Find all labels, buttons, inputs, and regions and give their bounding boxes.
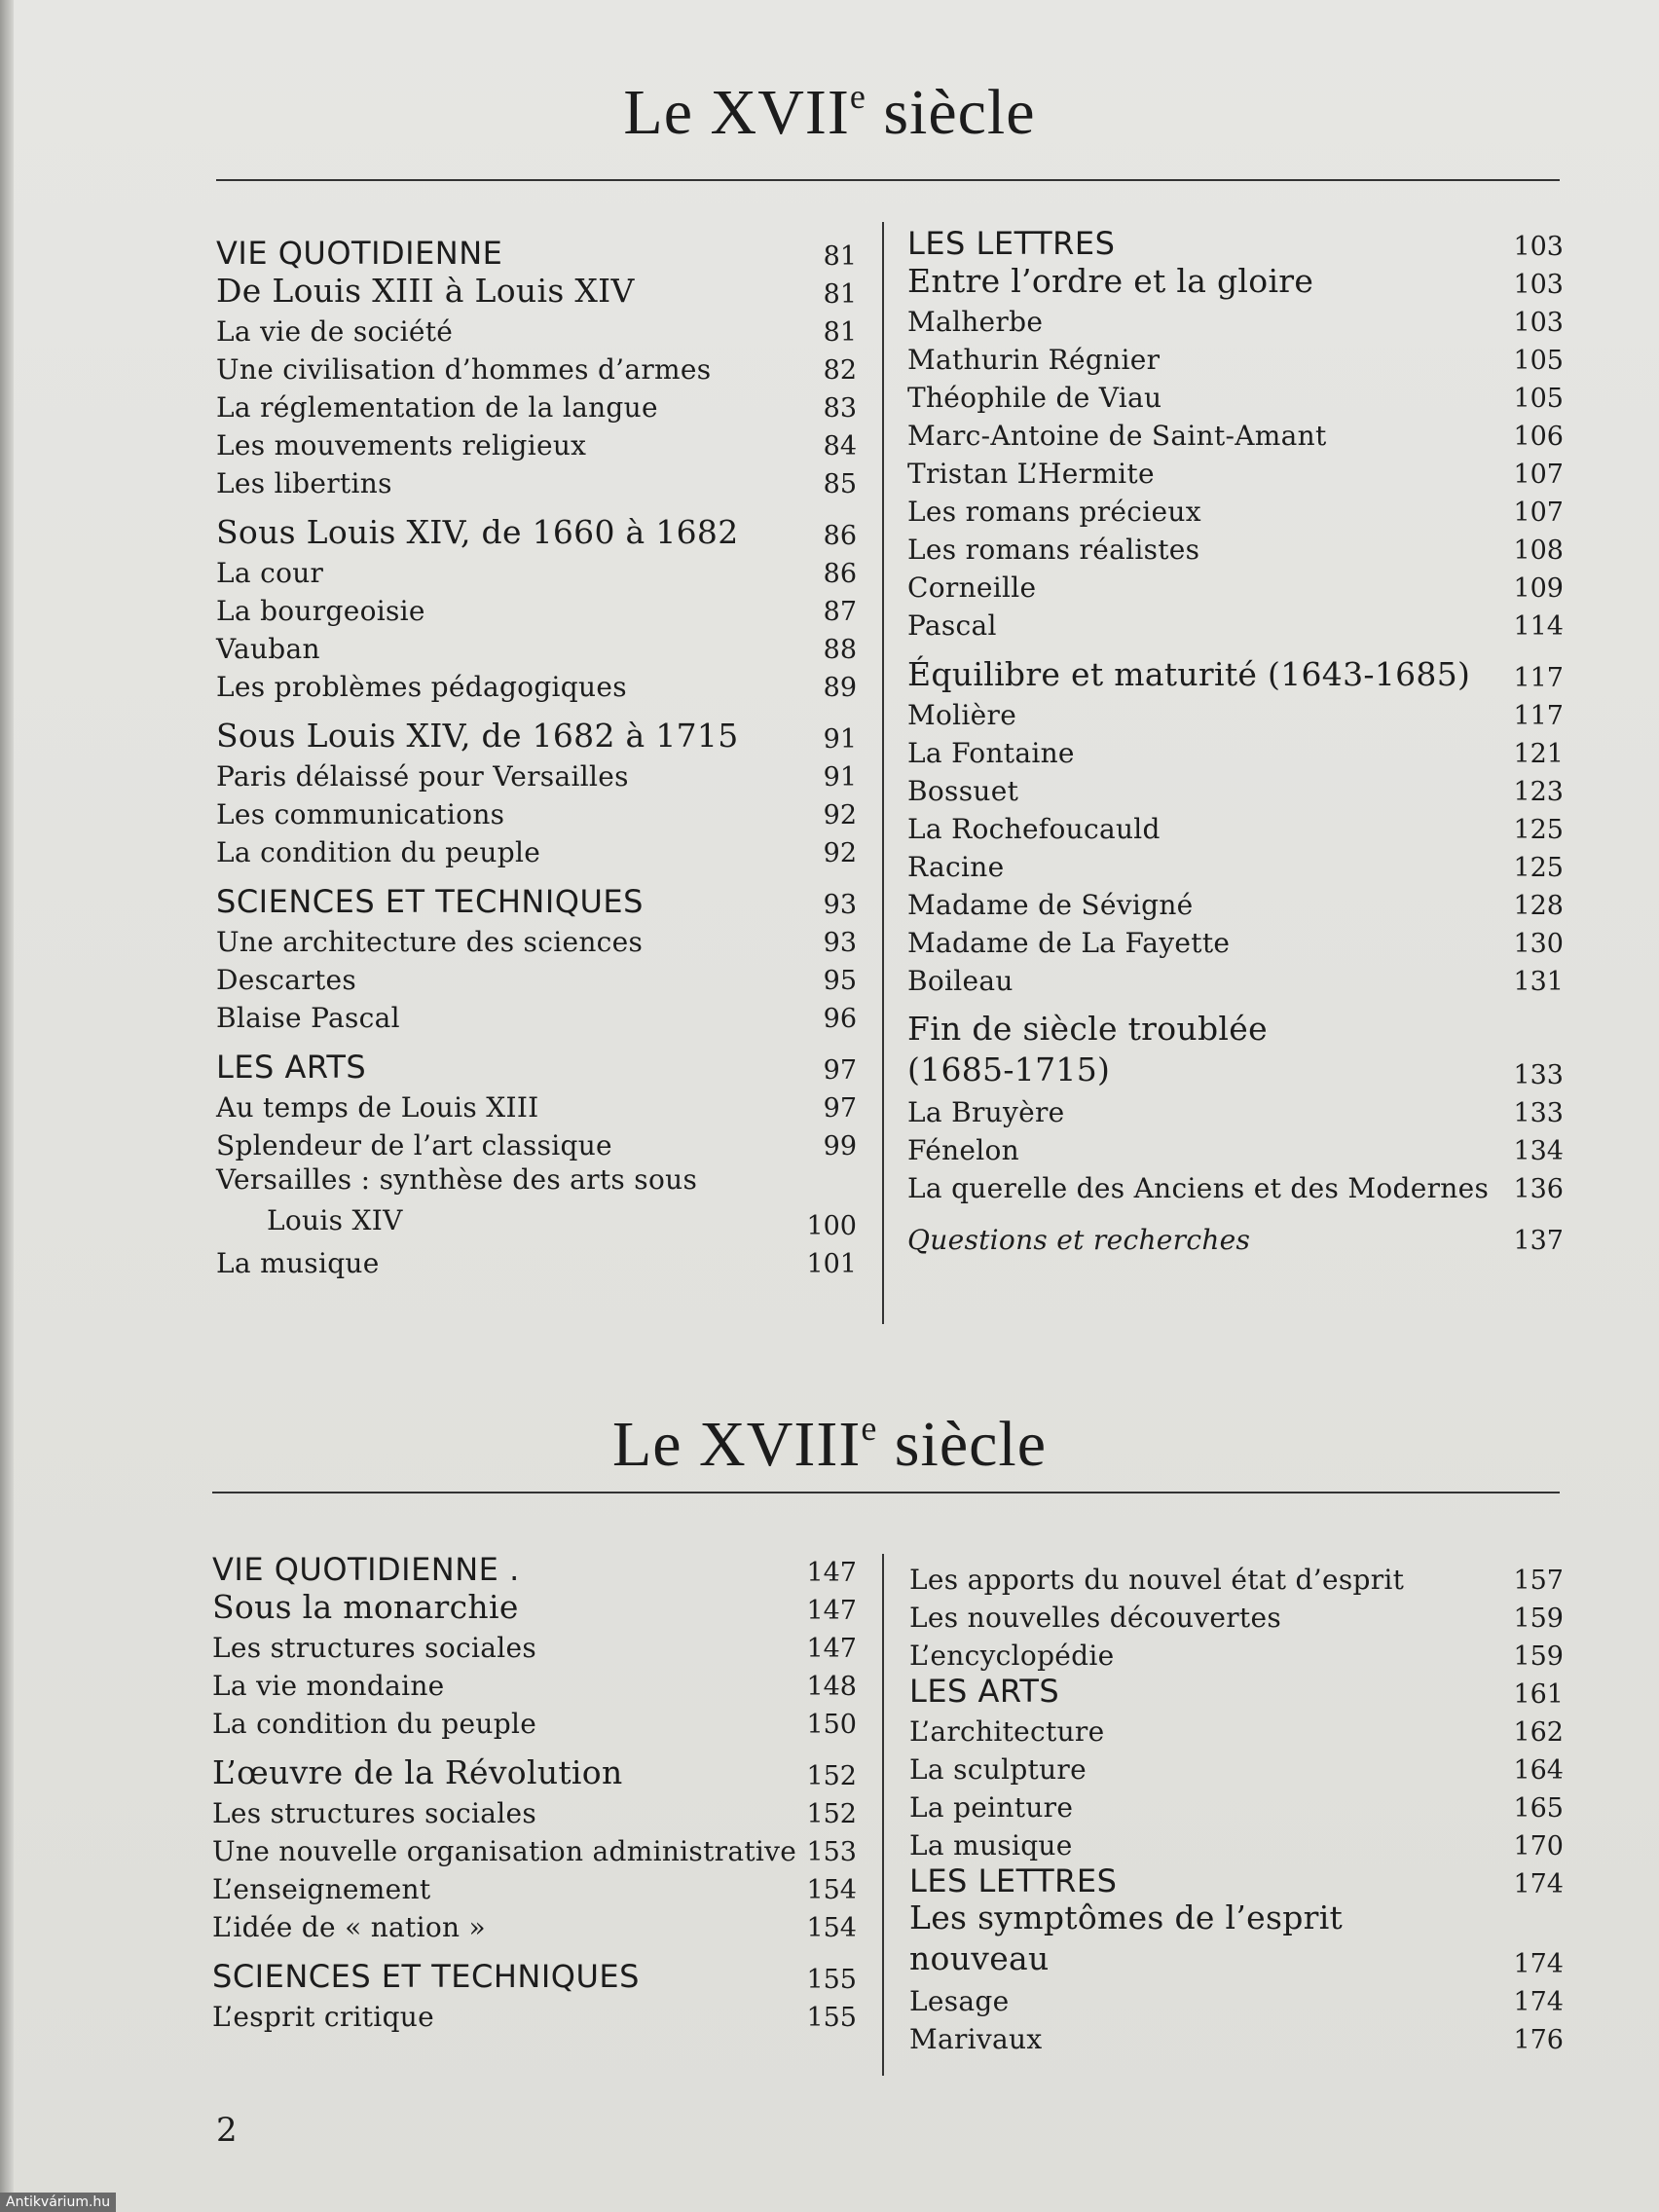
toc-page-number: 152 [806,1799,857,1829]
toc-entry-label: La Fontaine [907,737,1075,769]
toc-page-number: 91 [823,724,857,755]
toc-entry [909,1862,1564,1899]
toc-entry-label: Madame de Sévigné [907,889,1194,921]
toc-chapter-title: L’œuvre de la Révolution [212,1753,623,1791]
toc-entry-label: Fénelon [907,1134,1020,1166]
toc-entry [907,338,1564,376]
toc-entry-label: Blaise Pascal [216,1002,400,1034]
toc-page-number: 137 [1513,1226,1564,1256]
toc-page-number: 103 [1513,232,1564,262]
toc-page-number: 105 [1513,384,1564,414]
toc-chapter-title: Sous Louis XIV, de 1660 à 1682 [216,513,739,551]
column-divider-17 [882,222,884,1324]
toc-entry-label: La Bruyère [907,1096,1065,1128]
toc-page-number: 154 [806,1913,857,1943]
toc-page-number: 100 [806,1211,857,1241]
toc-page-number: 174 [1513,1987,1564,2017]
toc-page-number: 154 [806,1875,857,1905]
toc-page-number: 81 [823,317,857,348]
toc-entry [212,1550,857,1588]
toc-page-number: 101 [806,1249,857,1279]
toc-page-number: 147 [806,1558,857,1588]
toc-entry [212,1905,857,1943]
toc-page-number: 157 [1513,1566,1564,1596]
toc-page-number: 155 [806,1965,857,1995]
toc-entry [907,1218,1564,1256]
toc-entry-label: Racine [907,851,1005,883]
toc-page-number: 89 [823,673,857,703]
toc-chapter-title: Fin de siècle troublée (1685-1715) [907,1010,1268,1088]
toc-entry [216,665,857,703]
toc-page-number: 159 [1513,1604,1564,1634]
toc-entry-label: Mathurin Régnier [907,344,1161,376]
toc-page-number: 147 [806,1596,857,1626]
toc-page-number: 92 [823,838,857,868]
toc-page-number: 153 [806,1837,857,1867]
toc-entry [909,1748,1564,1786]
toc-entry-label: Les nouvelles découvertes [909,1602,1282,1634]
toc-page-number: 106 [1513,422,1564,452]
toc-entry [216,386,857,424]
toc-entry [216,310,857,348]
book-spine-shadow [0,0,14,2212]
toc-entry-label: La bourgeoisie [216,595,425,627]
toc-chapter-title: Entre l’ordre et la gloire [907,262,1314,300]
toc-entry [212,1829,857,1867]
toc-entry-label: L’encyclopédie [909,1640,1115,1672]
toc-page-number: 148 [806,1672,857,1702]
toc-entry-label: La musique [909,1829,1073,1862]
toc-entry [216,996,857,1034]
toc-entry-label: Une nouvelle organisation administrative [212,1835,797,1867]
toc-entry [909,1979,1564,2017]
toc-entry [907,1128,1564,1166]
toc-page-number: 128 [1513,891,1564,921]
section-title-18: Le XVIIIe siècle [611,1409,1048,1480]
toc-entry-label: Pascal [907,609,997,642]
toc-entry [907,1090,1564,1128]
toc-page-number: 123 [1513,777,1564,807]
toc-page-number: 133 [1513,1098,1564,1128]
toc-page-number: 164 [1513,1755,1564,1786]
toc-entry [216,589,857,627]
toc-entry [907,845,1564,883]
toc-entry [907,959,1564,997]
toc-entry-label: La Rochefoucauld [907,813,1161,845]
watermark: Antikvárium.hu [0,2193,116,2212]
toc-entry-label: Descartes [216,964,357,996]
title-rule-18 [212,1492,1560,1493]
toc-entry [909,2017,1564,2055]
toc-page-number: 86 [823,559,857,589]
toc-entry-label: La condition du peuple [216,836,541,868]
toc-entry [907,490,1564,528]
toc-entry [907,921,1564,959]
toc-page-number: 96 [823,1004,857,1034]
toc-entry [907,883,1564,921]
toc-page-number: 87 [823,597,857,627]
toc-column-18-right [909,1558,1564,2055]
toc-entry [212,1588,857,1626]
toc-chapter-title: De Louis XIII à Louis XIV [216,272,635,310]
toc-page-number: 108 [1513,535,1564,566]
toc-entry [216,513,857,551]
toc-entry-label: Corneille [907,571,1037,604]
toc-entry-label: Les apports du nouvel état d’esprit [909,1564,1405,1596]
toc-entry-label: La réglementation de la langue [216,391,658,424]
toc-entry [907,769,1564,807]
toc-entry [216,920,857,958]
toc-entry-label: Malherbe [907,306,1044,338]
toc-entry-label: Les romans précieux [907,496,1201,528]
toc-section-heading: VIE QUOTIDIENNE [216,235,503,272]
toc-section-heading: LES LETTRES [909,1862,1118,1899]
toc-page-number: 159 [1513,1641,1564,1672]
toc-entry-label: Les romans réalistes [907,534,1200,566]
toc-entry [216,793,857,830]
toc-page-number: 121 [1513,739,1564,769]
toc-entry [907,300,1564,338]
toc-page-number: 95 [823,966,857,996]
toc-section-heading: VIE QUOTIDIENNE . [212,1551,520,1588]
toc-entry [216,958,857,996]
toc-page-number: 125 [1513,853,1564,883]
toc-entry [907,807,1564,845]
toc-entry [216,551,857,589]
toc-page-number: 97 [823,1093,857,1124]
toc-column-17-right [907,224,1564,1256]
toc-chapter-title: Équilibre et maturité (1643-1685) [907,655,1471,693]
toc-page-number: 82 [823,355,857,386]
toc-entry-label: Versailles : synthèse des arts sous Louis XIV [216,1163,698,1236]
toc-entry [212,1664,857,1702]
toc-page-number: 136 [1513,1174,1564,1204]
toc-column-18-left [212,1550,857,2033]
toc-column-17-left [216,234,857,1279]
title-rule-17 [216,179,1560,181]
toc-chapter-title: Sous Louis XIV, de 1682 à 1715 [216,717,739,755]
toc-entry [212,1957,857,1995]
toc-entry [212,1791,857,1829]
toc-entry-label: La musique [216,1247,380,1279]
toc-page-number: 85 [823,469,857,499]
toc-entry [909,1786,1564,1824]
page-number: 2 [216,2111,238,2150]
toc-entry [216,461,857,499]
toc-entry [216,348,857,386]
toc-page-number: 97 [823,1055,857,1086]
toc-entry [216,272,857,310]
toc-entry-label: Bossuet [907,775,1019,807]
toc-page-number: 134 [1513,1136,1564,1166]
toc-page-number: 83 [823,393,857,424]
toc-page-number: 162 [1513,1717,1564,1748]
section-title-17: Le XVIIe siècle [623,77,1036,148]
toc-chapter-title: Les symptômes de l’esprit nouveau [909,1899,1344,1977]
toc-page-number: 117 [1513,663,1564,693]
toc-entry [907,731,1564,769]
toc-section-heading: LES ARTS [216,1049,367,1086]
toc-entry [212,1626,857,1664]
toc-chapter-title: Sous la monarchie [212,1588,519,1626]
toc-entry-label: Madame de La Fayette [907,927,1231,959]
toc-entry [216,717,857,755]
toc-entry [216,830,857,868]
toc-page-number: 176 [1513,2025,1564,2055]
toc-entry-label: L’esprit critique [212,2001,434,2033]
toc-entry-label: La vie mondaine [212,1670,445,1702]
toc-page-number: 125 [1513,815,1564,845]
toc-entry [909,1824,1564,1862]
toc-entry-label: Boileau [907,965,1014,997]
toc-page-number: 174 [1513,1949,1564,1979]
toc-entry [216,755,857,793]
toc-page-number: 88 [823,635,857,665]
toc-entry [909,1899,1564,1979]
toc-page-number: 103 [1513,308,1564,338]
toc-entry [216,627,857,665]
toc-entry [216,234,857,272]
toc-entry-label: L’architecture [909,1715,1105,1748]
toc-page-number: 93 [823,890,857,920]
toc-entry [216,882,857,920]
toc-entry-label: L’enseignement [212,1873,431,1905]
toc-entry-label: Une architecture des sciences [216,926,644,958]
toc-entry [907,528,1564,566]
toc-entry [909,1634,1564,1672]
toc-entry [907,224,1564,262]
toc-entry-label: Les communications [216,798,505,830]
toc-entry-label: Une civilisation d’hommes d’armes [216,353,712,386]
toc-entry-label: L’idée de « nation » [212,1911,486,1943]
toc-page-number: 117 [1513,701,1564,731]
toc-page-number: 99 [823,1131,857,1161]
toc-page-number: 105 [1513,346,1564,376]
toc-entry [909,1710,1564,1748]
toc-entry-label: La vie de société [216,315,454,348]
toc-page-number: 131 [1513,967,1564,997]
toc-entry [212,1753,857,1791]
toc-entry-label: Splendeur de l’art classique [216,1129,612,1161]
toc-entry [212,1702,857,1740]
toc-page-number: 81 [823,241,857,272]
toc-entry-label: Les libertins [216,467,392,499]
toc-entry [212,1995,857,2033]
toc-page-number: 147 [806,1634,857,1664]
toc-page-number: 81 [823,279,857,310]
toc-entry [909,1558,1564,1596]
toc-entry-label: Les structures sociales [212,1797,537,1829]
toc-entry [907,604,1564,642]
toc-page-number: 109 [1513,573,1564,604]
toc-entry-label: La peinture [909,1791,1074,1824]
toc-entry [216,1161,857,1241]
toc-entry-label: Au temps de Louis XIII [216,1091,539,1124]
toc-page-number: 152 [806,1761,857,1791]
toc-page-number: 86 [823,521,857,551]
toc-entry-label: Questions et recherches [907,1224,1251,1256]
toc-entry-label: La sculpture [909,1753,1087,1786]
toc-section-heading: LES ARTS [909,1673,1060,1710]
toc-entry-label: Vauban [216,633,320,665]
toc-entry-label: Marc-Antoine de Saint-Amant [907,420,1327,452]
toc-entry [216,1241,857,1279]
toc-entry [907,376,1564,414]
toc-section-heading: SCIENCES ET TECHNIQUES [212,1958,640,1995]
toc-entry-label: Tristan L’Hermite [907,458,1155,490]
toc-entry-label: Les problèmes pédagogiques [216,671,627,703]
toc-entry [909,1672,1564,1710]
toc-page-number: 155 [806,2003,857,2033]
toc-entry-label: Lesage [909,1985,1010,2017]
toc-page-number: 93 [823,928,857,958]
toc-section-heading: SCIENCES ET TECHNIQUES [216,883,644,920]
toc-entry-label: Molière [907,699,1017,731]
toc-entry [907,566,1564,604]
toc-section-heading: LES LETTRES [907,225,1116,262]
toc-entry [907,693,1564,731]
toc-entry-label: La condition du peuple [212,1708,537,1740]
toc-entry [216,424,857,461]
toc-entry [216,1124,857,1161]
toc-entry [216,1086,857,1124]
toc-page-number: 107 [1513,498,1564,528]
toc-page-number: 84 [823,431,857,461]
toc-entry-label: La querelle des Anciens et des Modernes [907,1172,1490,1204]
toc-page-number: 103 [1513,270,1564,300]
toc-entry [907,1166,1564,1204]
toc-entry [907,414,1564,452]
toc-entry [909,1596,1564,1634]
toc-page-number: 170 [1513,1831,1564,1862]
toc-page-number: 174 [1513,1869,1564,1899]
toc-entry [216,1048,857,1086]
toc-page-number: 91 [823,762,857,793]
column-divider-18 [882,1554,884,2076]
toc-page-number: 92 [823,800,857,830]
toc-entry [212,1867,857,1905]
toc-page-number: 165 [1513,1793,1564,1824]
toc-entry [907,655,1564,693]
toc-entry [907,262,1564,300]
toc-page-number: 150 [806,1710,857,1740]
toc-page-number: 130 [1513,929,1564,959]
toc-entry-label: Marivaux [909,2023,1043,2055]
toc-entry [907,1011,1564,1090]
toc-page-number: 133 [1513,1060,1564,1090]
toc-page-number: 161 [1513,1679,1564,1710]
toc-entry-label: Les mouvements religieux [216,429,587,461]
toc-page-number: 107 [1513,460,1564,490]
toc-entry-label: La cour [216,557,324,589]
toc-entry-label: Les structures sociales [212,1632,537,1664]
toc-entry-label: Paris délaissé pour Versailles [216,760,629,793]
toc-entry-label: Théophile de Viau [907,382,1162,414]
toc-page-number: 114 [1513,611,1564,642]
toc-entry [907,452,1564,490]
